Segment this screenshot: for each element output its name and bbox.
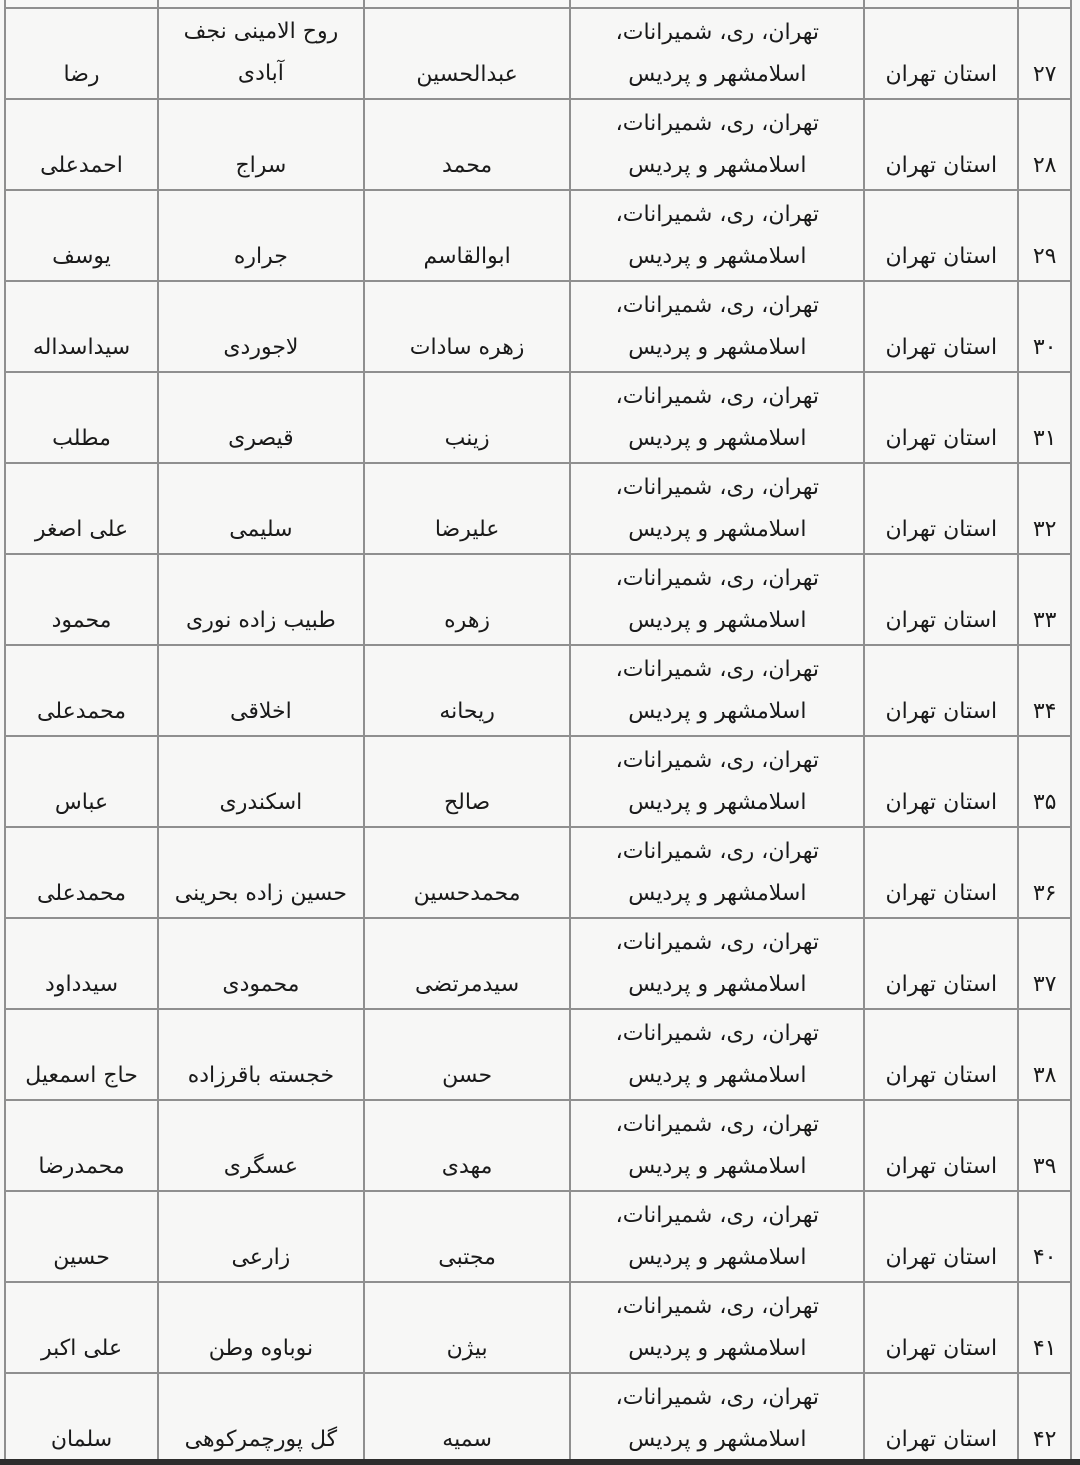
district-line-1: تهران، ری، شمیرانات،: [615, 1020, 820, 1046]
row-number-cell: ۴۲: [1018, 1373, 1071, 1464]
district-line-1: تهران، ری، شمیرانات،: [615, 1293, 820, 1319]
last-name-cell: نوباوه وطن: [158, 1282, 364, 1373]
last-name-cell: روح الامینی نجف آبادی: [158, 8, 364, 99]
district-line-2: اسلامشهر و پردیس: [628, 971, 807, 997]
father-name-cell: محمدرضا: [5, 1100, 158, 1191]
table-row: [5, 8, 1071, 99]
row-number-cell: [1018, 0, 1071, 8]
last-name-cell: اخلاقی: [158, 645, 364, 736]
father-name-cell: سلمان: [5, 1373, 158, 1464]
father-name-cell: [5, 0, 158, 8]
row-number-cell: ۳۸: [1018, 1009, 1071, 1100]
first-name-cell: صالح: [364, 736, 571, 827]
province-cell: استان تهران: [864, 918, 1018, 1009]
father-name-cell: احمدعلی: [5, 99, 158, 190]
row-number-cell: ۳۹: [1018, 1100, 1071, 1191]
district-line-2: اسلامشهر و پردیس: [628, 243, 807, 269]
first-name-cell: بیژن: [364, 1282, 571, 1373]
district-cell: [570, 827, 864, 918]
district-line-2: اسلامشهر و پردیس: [628, 61, 807, 87]
first-name-cell: زینب: [364, 372, 571, 463]
district-line-1: تهران، ری، شمیرانات،: [615, 383, 820, 409]
district-line-1: تهران، ری، شمیرانات،: [615, 19, 820, 45]
province-cell: استان تهران: [864, 190, 1018, 281]
table-row: [5, 645, 1071, 736]
province-cell: استان تهران: [864, 99, 1018, 190]
row-number-cell: ۲۹: [1018, 190, 1071, 281]
district-cell: [570, 1373, 864, 1464]
table-row: [5, 1282, 1071, 1373]
district-cell: [570, 1191, 864, 1282]
row-number-cell: ۳۰: [1018, 281, 1071, 372]
row-number-cell: ۲۷: [1018, 8, 1071, 99]
district-line-1: تهران، ری، شمیرانات،: [615, 1111, 820, 1137]
province-cell: استان تهران: [864, 1282, 1018, 1373]
district-cell: [570, 0, 864, 8]
province-cell: استان تهران: [864, 1191, 1018, 1282]
province-cell: استان تهران: [864, 736, 1018, 827]
father-name-cell: حسین: [5, 1191, 158, 1282]
father-name-cell: عباس: [5, 736, 158, 827]
district-line-2: [577, 0, 857, 5]
province-cell: استان تهران: [864, 463, 1018, 554]
last-name-cell: محمودی: [158, 918, 364, 1009]
row-number-cell: ۴۱: [1018, 1282, 1071, 1373]
province-cell: استان تهران: [864, 1373, 1018, 1464]
father-name-cell: محمود: [5, 554, 158, 645]
bottom-edge-bar: [0, 1459, 1080, 1465]
district-line-1: تهران، ری، شمیرانات،: [615, 929, 820, 955]
first-name-cell: سمیه: [364, 1373, 571, 1464]
candidates-table: [4, 0, 1072, 1465]
province-cell: استان تهران: [864, 372, 1018, 463]
district-line-2: اسلامشهر و پردیس: [628, 1335, 807, 1361]
father-name-cell: مطلب: [5, 372, 158, 463]
table-row: [5, 99, 1071, 190]
row-number-cell: ۳۵: [1018, 736, 1071, 827]
father-name-cell: یوسف: [5, 190, 158, 281]
district-cell: [570, 190, 864, 281]
district-cell: [570, 463, 864, 554]
table-row: [5, 554, 1071, 645]
district-line-1: تهران، ری، شمیرانات،: [615, 838, 820, 864]
first-name-cell: عبدالحسین: [364, 8, 571, 99]
row-number-cell: ۴۰: [1018, 1191, 1071, 1282]
table-row: [5, 1191, 1071, 1282]
district-line-1: تهران، ری، شمیرانات،: [615, 747, 820, 773]
district-line-2: اسلامشهر و پردیس: [628, 516, 807, 542]
table-body: [5, 0, 1071, 1464]
district-cell: [570, 372, 864, 463]
district-line-1: تهران، ری، شمیرانات،: [615, 1384, 820, 1410]
district-line-1: تهران، ری، شمیرانات،: [615, 474, 820, 500]
last-name-cell: [158, 0, 364, 8]
last-name-cell: قیصری: [158, 372, 364, 463]
province-cell: استان تهران: [864, 827, 1018, 918]
district-line-1: تهران، ری، شمیرانات،: [615, 110, 820, 136]
first-name-cell: مجتبی: [364, 1191, 571, 1282]
row-number-cell: ۳۱: [1018, 372, 1071, 463]
last-name-cell: سلیمی: [158, 463, 364, 554]
district-cell: [570, 1009, 864, 1100]
first-name-cell: محمدحسین: [364, 827, 571, 918]
father-name-cell: سیدداود: [5, 918, 158, 1009]
district-line-2: اسلامشهر و پردیس: [628, 1426, 807, 1452]
first-name-cell: ریحانه: [364, 645, 571, 736]
first-name-cell: زهره سادات: [364, 281, 571, 372]
table-row: [5, 1009, 1071, 1100]
table-row: [5, 918, 1071, 1009]
last-name-cell: اسکندری: [158, 736, 364, 827]
row-number-cell: ۳۴: [1018, 645, 1071, 736]
first-name-cell: حسن: [364, 1009, 571, 1100]
province-cell: استان تهران: [864, 281, 1018, 372]
table-row: [5, 827, 1071, 918]
province-cell: استان تهران: [864, 645, 1018, 736]
district-line-1: تهران، ری، شمیرانات،: [615, 1202, 820, 1228]
district-line-2: اسلامشهر و پردیس: [628, 425, 807, 451]
district-line-2: اسلامشهر و پردیس: [628, 789, 807, 815]
district-line-2: اسلامشهر و پردیس: [628, 1062, 807, 1088]
father-name-cell: علی اکبر: [5, 1282, 158, 1373]
row-number-cell: ۳۶: [1018, 827, 1071, 918]
row-number-cell: ۳۲: [1018, 463, 1071, 554]
last-name-cell: سراج: [158, 99, 364, 190]
last-name-cell: زارعی: [158, 1191, 364, 1282]
row-number-cell: ۳۷: [1018, 918, 1071, 1009]
district-line-1: تهران، ری، شمیرانات،: [615, 656, 820, 682]
table-row: [5, 1100, 1071, 1191]
district-line-2: اسلامشهر و پردیس: [628, 334, 807, 360]
province-cell: استان تهران: [864, 1009, 1018, 1100]
district-cell: [570, 1100, 864, 1191]
table-row: [5, 281, 1071, 372]
province-cell: استان تهران: [864, 554, 1018, 645]
last-name-cell: جراره: [158, 190, 364, 281]
district-cell: [570, 1282, 864, 1373]
district-line-2: اسلامشهر و پردیس: [628, 698, 807, 724]
district-cell: [570, 281, 864, 372]
row-number-cell: ۳۳: [1018, 554, 1071, 645]
father-name-cell: محمدعلی: [5, 645, 158, 736]
table-row: [5, 190, 1071, 281]
last-name-cell: حسین زاده بحرینی: [158, 827, 364, 918]
district-cell: [570, 8, 864, 99]
province-cell: استان تهران: [864, 8, 1018, 99]
first-name-cell: [364, 0, 571, 8]
district-cell: [570, 736, 864, 827]
father-name-cell: سیداسداله: [5, 281, 158, 372]
first-name-cell: محمد: [364, 99, 571, 190]
table-row: [5, 372, 1071, 463]
first-name-cell: مهدی: [364, 1100, 571, 1191]
district-line-2: اسلامشهر و پردیس: [628, 1153, 807, 1179]
last-name-cell: طبیب زاده نوری: [158, 554, 364, 645]
district-cell: [570, 918, 864, 1009]
first-name-cell: علیرضا: [364, 463, 571, 554]
district-line-1: تهران، ری، شمیرانات،: [615, 565, 820, 591]
district-line-2: اسلامشهر و پردیس: [628, 1244, 807, 1270]
first-name-cell: زهره: [364, 554, 571, 645]
table-row: [5, 0, 1071, 8]
father-name-cell: محمدعلی: [5, 827, 158, 918]
district-line-2: اسلامشهر و پردیس: [628, 880, 807, 906]
first-name-cell: سیدمرتضی: [364, 918, 571, 1009]
last-name-cell: عسگری: [158, 1100, 364, 1191]
table-row: [5, 1373, 1071, 1464]
father-name-cell: رضا: [5, 8, 158, 99]
last-name-cell: گل پورچمرکوهی: [158, 1373, 364, 1464]
province-cell: استان تهران: [864, 1100, 1018, 1191]
district-line-1: تهران، ری، شمیرانات،: [615, 201, 820, 227]
first-name-cell: ابوالقاسم: [364, 190, 571, 281]
district-line-1: تهران، ری، شمیرانات،: [615, 292, 820, 318]
district-cell: [570, 645, 864, 736]
district-cell: [570, 99, 864, 190]
table-row: [5, 463, 1071, 554]
district-line-2: اسلامشهر و پردیس: [628, 607, 807, 633]
district-line-2: اسلامشهر و پردیس: [628, 152, 807, 178]
last-name-cell: خجسته باقرزاده: [158, 1009, 364, 1100]
last-name-cell: لاجوردی: [158, 281, 364, 372]
father-name-cell: علی اصغر: [5, 463, 158, 554]
row-number-cell: ۲۸: [1018, 99, 1071, 190]
district-cell: [570, 554, 864, 645]
father-name-cell: حاج اسمعیل: [5, 1009, 158, 1100]
province-cell: [864, 0, 1018, 8]
table-row: [5, 736, 1071, 827]
